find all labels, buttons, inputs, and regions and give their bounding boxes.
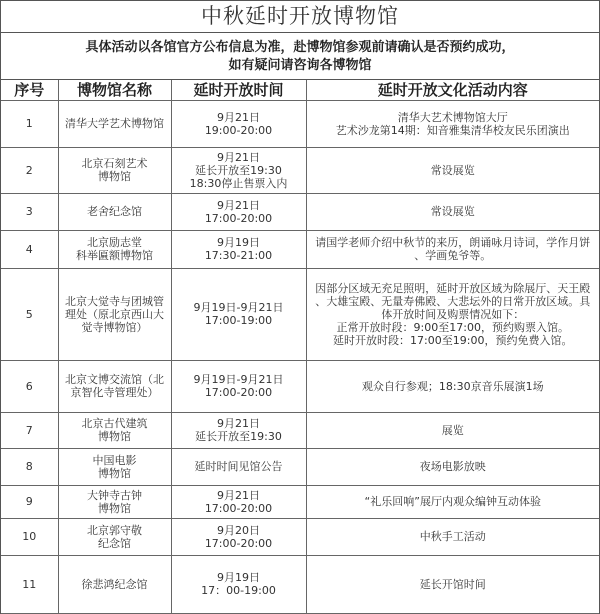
cell-extended-time-line: 17:00-20:00 [204, 501, 273, 515]
cell-number: 11 [1, 555, 58, 613]
cell-museum-name [58, 555, 171, 613]
cell-activity-line: 、学画兔爷等。 [414, 249, 492, 262]
cell-number: 7 [1, 412, 58, 448]
cell-museum-name-line: 博物馆 [98, 466, 131, 480]
cell-activity-line: 、大雄宝殿、无量寿佛殿、大悲坛外的日常开放区域。具 [315, 294, 591, 308]
cell-activity [306, 268, 599, 360]
cell-museum-name-line: 北京郭守敬 [87, 523, 142, 537]
cell-number: 9 [1, 485, 58, 518]
cell-extended-time [171, 448, 306, 485]
cell-activity [306, 193, 599, 230]
cell-activity [306, 147, 599, 193]
cell-museum-name [58, 518, 171, 555]
cell-extended-time [171, 268, 306, 360]
cell-museum-name-line: 北京石刻艺术 [81, 157, 148, 170]
cell-activity [306, 360, 599, 412]
table-row [1, 230, 599, 268]
cell-museum-name-line: 纪念馆 [98, 536, 131, 550]
cell-extended-time-line: 9月19日 [217, 236, 260, 249]
cell-museum-name [58, 412, 171, 448]
table-row [1, 360, 599, 412]
cell-museum-name-line: 中国电影 [92, 453, 137, 467]
cell-number: 4 [1, 230, 58, 268]
header-extended-time: 延时开放时间 [171, 80, 306, 100]
cell-activity-line: 观众自行参观；18:30京音乐展演1场 [361, 379, 544, 393]
cell-activity-line: “礼乐回响”展厅内观众编钟互动体验 [364, 495, 541, 508]
notice-line-2: 如有疑问请咨询各博物馆 [228, 58, 372, 73]
cell-activity [306, 100, 599, 147]
table-row [1, 100, 599, 147]
cell-activity-line: 常设展览 [430, 163, 475, 177]
table-row [1, 268, 599, 360]
cell-extended-time-line: 9月21日 [217, 198, 260, 212]
table-row [1, 193, 599, 230]
cell-activity-line: 中秋手工活动 [419, 530, 486, 543]
cell-museum-name-line: 理处（原北京西山大 [65, 307, 164, 321]
cell-extended-time-line: 17:00-19:00 [204, 314, 273, 327]
cell-museum-name-line: 北京古代建筑 [81, 417, 148, 430]
cell-activity [306, 518, 599, 555]
cell-extended-time-line: 9月19日 [217, 571, 260, 584]
table-header-row [1, 80, 599, 100]
header-activity: 延时开放文化活动内容 [306, 80, 599, 100]
table-row [1, 147, 599, 193]
cell-extended-time [171, 100, 306, 147]
cell-extended-time-line: 17:30-21:00 [204, 249, 273, 262]
cell-museum-name [58, 100, 171, 147]
cell-extended-time [171, 230, 306, 268]
cell-extended-time-line: 17：00-19:00 [201, 584, 276, 597]
cell-museum-name [58, 360, 171, 412]
table-body [1, 100, 599, 613]
cell-extended-time-line: 9月21日 [217, 488, 260, 502]
cell-activity [306, 448, 599, 485]
cell-extended-time [171, 412, 306, 448]
table-row [1, 412, 599, 448]
cell-extended-time-line: 9月21日 [217, 110, 260, 124]
table-row [1, 518, 599, 555]
cell-extended-time-line: 9月20日 [217, 523, 260, 537]
cell-museum-name [58, 448, 171, 485]
cell-extended-time-line: 17:00-20:00 [204, 386, 273, 399]
cell-number: 1 [1, 100, 58, 147]
cell-activity [306, 230, 599, 268]
cell-extended-time-line: 延长开放至19:30 [195, 430, 282, 443]
cell-extended-time [171, 360, 306, 412]
cell-extended-time [171, 485, 306, 518]
cell-extended-time [171, 555, 306, 613]
cell-museum-name-line: 博物馆 [98, 430, 131, 443]
museum-table [1, 80, 599, 614]
cell-activity-line: 展览 [441, 423, 464, 437]
table-row [1, 448, 599, 485]
cell-activity-line: 正常开放时段：9:00至17:00，预约购票入馆。 [336, 320, 569, 334]
cell-museum-name [58, 485, 171, 518]
cell-extended-time-line: 17:00-20:00 [204, 536, 273, 550]
cell-museum-name-line: 北京大觉寺与团城管 [65, 294, 164, 308]
cell-museum-name [58, 147, 171, 193]
cell-extended-time-line: 17:00-20:00 [204, 211, 273, 225]
cell-museum-name-line: 清华大学艺术博物馆 [65, 117, 164, 130]
cell-museum-name-line: 科举匾额博物馆 [76, 249, 153, 262]
header-number: 序号 [1, 80, 58, 100]
cell-number: 3 [1, 193, 58, 230]
cell-extended-time-line: 延时时间见馆公告 [194, 460, 283, 473]
cell-activity-line: 延时开放时段：17:00至19:00，预约免费入馆。 [333, 333, 573, 347]
cell-activity-line: 常设展览 [430, 205, 475, 218]
cell-museum-name-line: 京智化寺管理处） [70, 386, 159, 399]
cell-extended-time [171, 147, 306, 193]
cell-extended-time-line: 19:00-20:00 [204, 123, 273, 137]
cell-activity-line: 请国学老师介绍中秋节的来历，朗诵咏月诗词，学作月饼 [315, 236, 591, 249]
cell-activity-line: 艺术沙龙第14期：知音雅集清华校友民乐团演出 [335, 123, 570, 137]
cell-museum-name-line: 老舍纪念馆 [87, 205, 142, 218]
cell-museum-name-line: 博物馆 [98, 170, 131, 183]
cell-number: 8 [1, 448, 58, 485]
cell-activity-line: 因部分区域无充足照明，延时开放区域为除展厅、天王殿 [315, 281, 591, 295]
cell-extended-time-line: 18:30停止售票入内 [189, 176, 288, 190]
cell-museum-name [58, 193, 171, 230]
cell-activity-line: 夜场电影放映 [419, 460, 486, 473]
cell-activity [306, 412, 599, 448]
cell-activity [306, 555, 599, 613]
cell-activity-line: 延长开馆时间 [419, 577, 486, 591]
cell-museum-name-line: 博物馆 [98, 501, 131, 515]
cell-extended-time-line: 延长开放至19:30 [195, 163, 282, 177]
cell-museum-name [58, 230, 171, 268]
header-museum-name: 博物馆名称 [58, 80, 171, 100]
cell-number: 6 [1, 360, 58, 412]
cell-museum-name-line: 觉寺博物馆） [81, 320, 148, 334]
cell-activity [306, 485, 599, 518]
cell-museum-name-line: 徐悲鸿纪念馆 [81, 577, 148, 591]
cell-extended-time-line: 9月21日 [217, 150, 260, 164]
notice-line-1: 具体活动以各馆官方公布信息为准，赴博物馆参观前请确认是否预约成功， [85, 40, 515, 55]
cell-number: 5 [1, 268, 58, 360]
cell-extended-time-line: 9月19日-9月21日 [193, 373, 284, 386]
cell-extended-time [171, 193, 306, 230]
cell-activity-line: 体开放时间及购票情况如下： [381, 307, 525, 321]
table-row [1, 555, 599, 613]
cell-extended-time [171, 518, 306, 555]
cell-museum-name-line: 大钟寺古钟 [87, 488, 142, 502]
page-title: 中秋延时开放博物馆 [1, 1, 599, 33]
cell-museum-name-line: 北京励志堂 [87, 236, 142, 249]
cell-museum-name-line: 北京文博交流馆（北 [65, 373, 164, 386]
cell-museum-name [58, 268, 171, 360]
cell-extended-time-line: 9月21日 [217, 417, 260, 430]
cell-number: 2 [1, 147, 58, 193]
cell-activity-line: 清华大艺术博物馆大厅 [397, 110, 508, 124]
table-row [1, 485, 599, 518]
cell-number: 10 [1, 518, 58, 555]
notice [1, 33, 599, 80]
cell-extended-time-line: 9月19日-9月21日 [193, 301, 284, 314]
